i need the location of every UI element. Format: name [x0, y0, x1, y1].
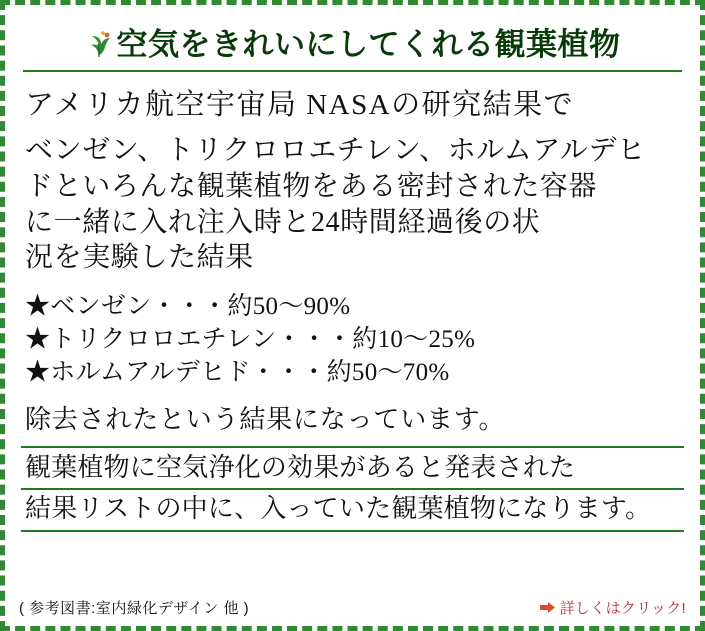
highlight-divider: [21, 488, 684, 490]
highlight-line: 観葉植物に空気浄化の効果があると発表された: [25, 453, 576, 483]
paragraph-line: ドといろんな観葉植物をある密封された容器: [25, 170, 598, 202]
paragraph-line: ベンゼン、トリクロロエチレン、ホルムアルデヒ: [25, 135, 646, 166]
leaf-icon: [85, 30, 113, 58]
title-row: [19, 15, 686, 70]
arrow-right-icon: [540, 601, 555, 614]
title-divider: [23, 70, 682, 72]
list-item: ★ベンゼン・・・約50〜90%: [25, 293, 351, 321]
footer: [19, 597, 686, 618]
paragraph-line: に一緒に入れ注入時と24時間経過後の状: [25, 206, 541, 238]
results-list: [25, 290, 686, 389]
paragraph-line: 況を実験した結果: [25, 242, 254, 274]
list-item: ★ホルムアルデヒド・・・約50〜70%: [25, 359, 450, 387]
poster-inner: [5, 5, 700, 626]
highlight-block: [21, 446, 684, 532]
body-paragraph: [25, 133, 686, 276]
highlight-line: 結果リストの中に、入っていた観葉植物になります。: [25, 493, 652, 523]
details-link[interactable]: [540, 597, 686, 618]
list-item: ★トリクロロエチレン・・・約10〜25%: [25, 326, 476, 354]
details-link-label[interactable]: 詳しくはクリック!: [559, 600, 686, 617]
page-title: 空気をきれいにしてくれる観葉植物: [116, 27, 621, 62]
reference-note: ( 参考図書:室内緑化デザイン 他 ): [19, 600, 250, 617]
conclusion-text: 除去されたという結果になっています。: [25, 405, 506, 435]
lead-text: アメリカ航空宇宙局 NASAの研究結果で: [25, 89, 575, 121]
